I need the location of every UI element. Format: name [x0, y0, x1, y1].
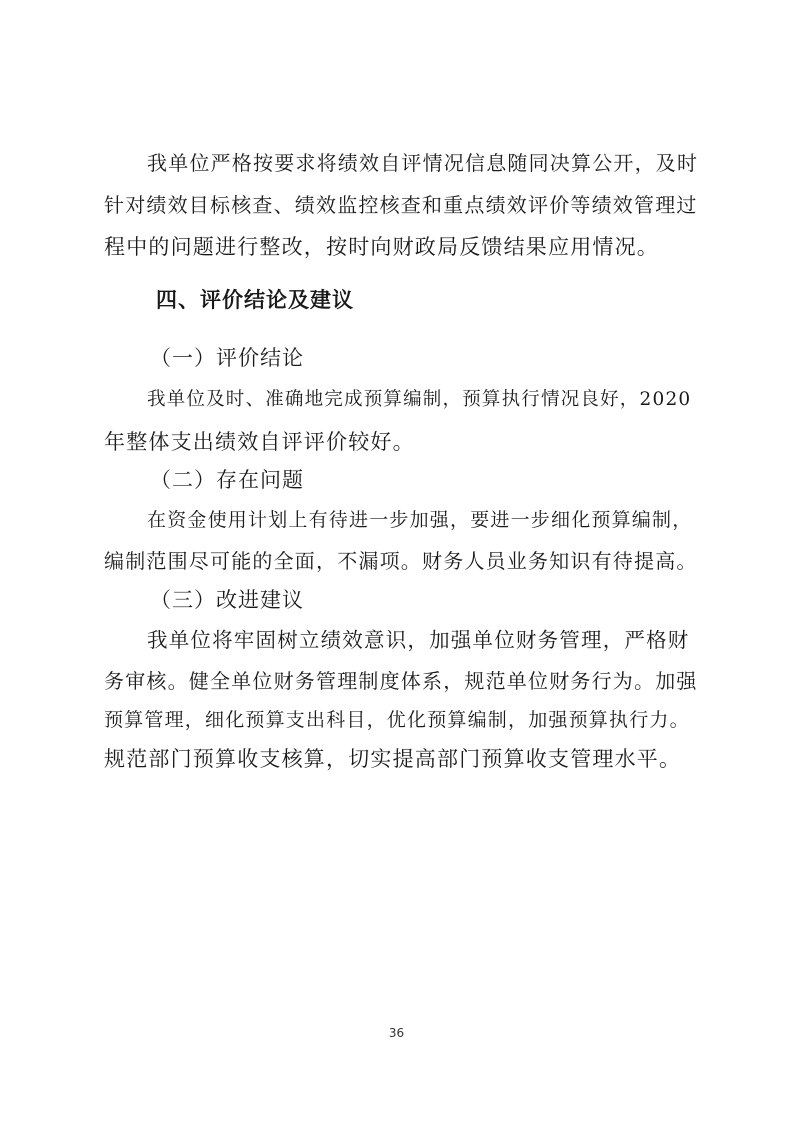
- paragraph-line: 规范部门预算收支核算，切实提高部门预算收支管理水平。: [104, 747, 682, 771]
- paragraph-line: 编制范围尽可能的全面，不漏项。财务人员业务知识有待提高。: [104, 549, 698, 573]
- paragraph-line: 年整体支出绩效自评评价较好。: [104, 430, 415, 454]
- paragraph-line: 我单位严格按要求将绩效自评情况信息随同决算公开，及时: [147, 151, 699, 175]
- section-heading: 四、评价结论及建议: [156, 288, 354, 312]
- page-number: 36: [388, 1026, 405, 1040]
- paragraph-line: 务审核。健全单位财务管理制度体系，规范单位财务行为。加强: [104, 669, 698, 693]
- paragraph-line: 针对绩效目标核查、绩效监控核查和重点绩效评价等绩效管理过: [104, 193, 698, 217]
- subsection-title: （三）改进建议: [150, 588, 304, 612]
- paragraph-line: 我单位将牢固树立绩效意识，加强单位财务管理，严格财: [147, 628, 690, 652]
- paragraph-line: 我单位及时、准确地完成预算编制，预算执行情况良好，2020: [147, 389, 692, 410]
- subsection-title: （一）评价结论: [150, 346, 304, 370]
- paragraph-line: 在资金使用计划上有待进一步加强，要进一步细化预算编制，: [147, 509, 693, 531]
- subsection-title: （二）存在问题: [150, 468, 304, 492]
- paragraph-line: 程中的问题进行整改，按时向财政局反馈结果应用情况。: [104, 235, 659, 259]
- paragraph-line: 预算管理，细化预算支出科目，优化预算编制，加强预算执行力。: [104, 709, 690, 731]
